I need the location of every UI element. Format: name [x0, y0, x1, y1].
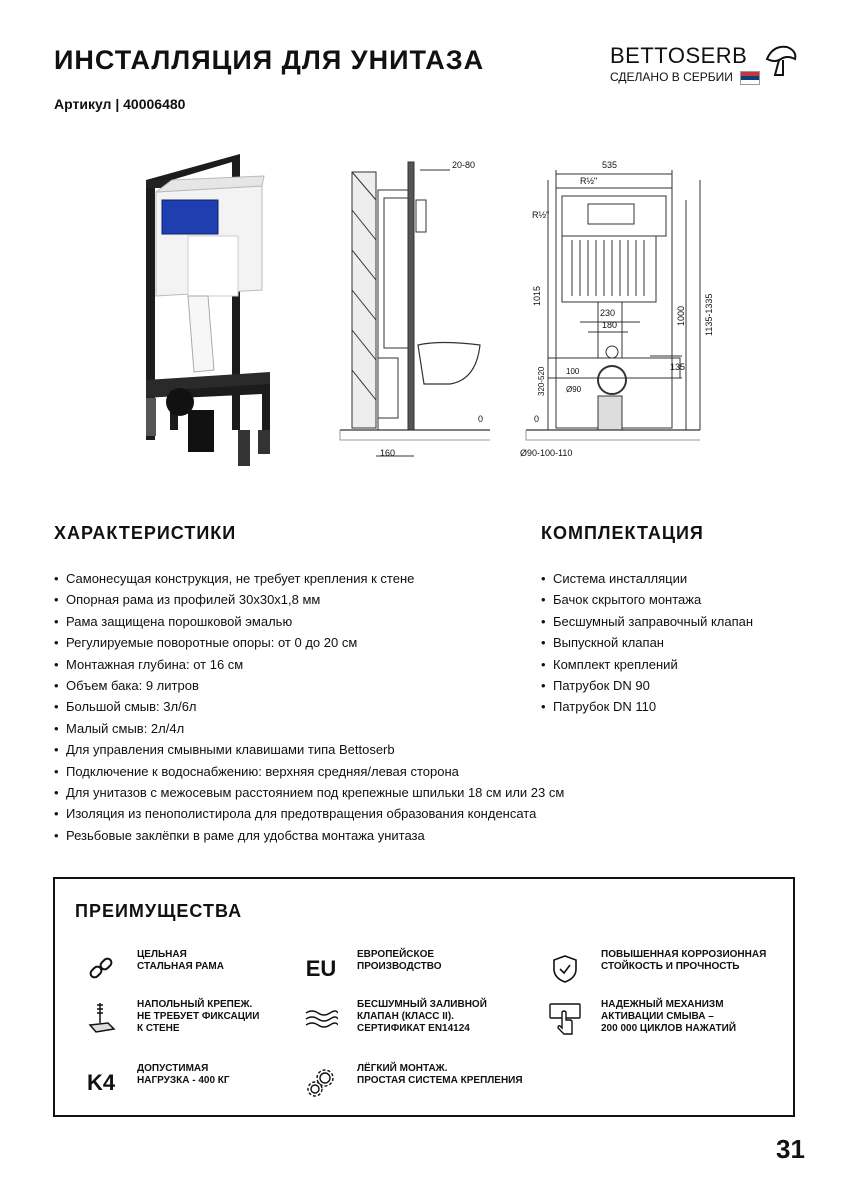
- advantages-heading: ПРЕИМУЩЕСТВА: [75, 901, 243, 921]
- dim-1135-1335: 1135-1335: [704, 293, 714, 336]
- front-view-drawing: [526, 170, 700, 440]
- advantage-text: БЕСШУМНЫЙ ЗАЛИВНОЙ КЛАПАН (КЛАСС II). СЕРТИФИКАТ EN14124: [357, 999, 487, 1034]
- advantage-text: ПОВЫШЕННАЯ КОРРОЗИОННАЯ СТОЙКОСТЬ И ПРОЧНОСТЬ: [601, 949, 767, 972]
- kit-item: • Комплект креплений: [541, 654, 753, 675]
- dim-1000: 1000: [676, 305, 686, 326]
- advantages-panel: [53, 877, 795, 1117]
- brand-name: BETTOSERB: [610, 43, 748, 68]
- eu-icon: EU: [305, 956, 337, 981]
- dim-135: 135: [670, 362, 686, 372]
- specs-item: • Подключение к водоснабжению: верхняя средняя/левая сторона: [54, 761, 564, 782]
- installation-frame-image: [146, 154, 270, 466]
- kit-heading: КОМПЛЕКТАЦИЯ: [541, 523, 704, 543]
- dim-20-80: 20-80: [452, 160, 476, 170]
- advantage-text: ЛЁГКИЙ МОНТАЖ. ПРОСТАЯ СИСТЕМА КРЕПЛЕНИЯ: [357, 1063, 523, 1086]
- advantage-item: [301, 949, 521, 989]
- dim-floor-front: 0: [534, 414, 540, 424]
- kit-item: • Бесшумный заправочный клапан: [541, 611, 753, 632]
- dim-thread-top: R½": [580, 176, 598, 186]
- specs-heading: ХАРАКТЕРИСТИКИ: [54, 523, 237, 543]
- specs-item: • Для унитазов с межосевым расстоянием под крепежные шпильки 18 см или 23 см: [54, 782, 564, 803]
- brand-tagline: СДЕЛАНО В СЕРБИИ: [610, 70, 733, 84]
- dim-100: 100: [566, 367, 580, 376]
- shield-check-icon: [545, 949, 585, 989]
- dim-320-520: 320-520: [537, 366, 546, 396]
- brand-logo: [610, 43, 800, 93]
- dim-1015: 1015: [532, 285, 542, 306]
- specs-list: [54, 568, 564, 846]
- advantage-item: [301, 1063, 541, 1103]
- kit-list: [541, 568, 753, 718]
- specs-item: • Самонесущая конструкция, не требует крепления к стене: [54, 568, 564, 589]
- advantage-text: ЦЕЛЬНАЯ СТАЛЬНАЯ РАМА: [137, 949, 224, 972]
- waves-icon: [301, 999, 341, 1039]
- advantage-item: [545, 999, 785, 1043]
- floor-bolt-icon: [81, 999, 121, 1039]
- specs-item: • Рама защищена порошковой эмалью: [54, 611, 564, 632]
- k4-icon: K4: [86, 1070, 116, 1095]
- kit-item: • Патрубок DN 90: [541, 675, 753, 696]
- dim-180: 180: [602, 320, 618, 330]
- specs-item: • Объем бака: 9 литров: [54, 675, 564, 696]
- advantage-item: [81, 1063, 301, 1103]
- page-number: 31: [776, 1134, 805, 1164]
- dim-thread-side: R½": [532, 210, 550, 220]
- side-view-drawing: [340, 162, 490, 456]
- specs-item: • Большой смыв: 3л/6л: [54, 696, 564, 717]
- advantage-item: [81, 999, 301, 1043]
- kit-item: • Патрубок DN 110: [541, 696, 753, 717]
- advantage-item: [301, 999, 531, 1043]
- kit-item: • Выпускной клапан: [541, 632, 753, 653]
- dim-pipe-90: Ø90: [566, 385, 582, 394]
- dim-160: 160: [380, 448, 396, 458]
- specs-item: • Монтажная глубина: от 16 см: [54, 654, 564, 675]
- specs-item: • Малый смыв: 2л/4л: [54, 718, 564, 739]
- specs-item: • Опорная рама из профилей 30х30х1,8 мм: [54, 589, 564, 610]
- advantage-text: ЕВРОПЕЙСКОЕ ПРОИЗВОДСТВО: [357, 949, 442, 972]
- specs-item: • Изоляция из пенополистирола для предотвращения образования конденсата: [54, 803, 564, 824]
- specs-item: • Для управления смывными клавишами типа Bettoserb: [54, 739, 564, 760]
- dim-pipe-range: Ø90-100-110: [520, 448, 573, 458]
- advantage-text: НАДЕЖНЫЙ МЕХАНИЗМ АКТИВАЦИИ СМЫВА – 200 000 ЦИКЛОВ НАЖАТИЙ: [601, 999, 737, 1034]
- kit-item: • Система инсталляции: [541, 568, 753, 589]
- dim-floor-side: 0: [478, 414, 484, 424]
- article-number: Артикул | 40006480: [54, 96, 186, 112]
- chain-icon: [81, 949, 121, 989]
- advantage-text: НАПОЛЬНЫЙ КРЕПЕЖ. НЕ ТРЕБУЕТ ФИКСАЦИИ К СТЕНЕ: [137, 999, 260, 1034]
- page-title: ИНСТАЛЛЯЦИЯ ДЛЯ УНИТАЗА: [54, 45, 485, 75]
- dim-535: 535: [602, 160, 618, 170]
- specs-item: • Резьбовые заклёпки в раме для удобства монтажа унитаза: [54, 825, 564, 846]
- gears-icon: [301, 1063, 341, 1103]
- mushroom-logo-icon: [763, 43, 799, 79]
- kit-item: • Бачок скрытого монтажа: [541, 589, 753, 610]
- specs-item: • Регулируемые поворотные опоры: от 0 до 20 см: [54, 632, 564, 653]
- advantage-text: ДОПУСТИМАЯ НАГРУЗКА - 400 КГ: [137, 1063, 230, 1086]
- flush-button-icon: [545, 999, 585, 1039]
- dim-230: 230: [600, 308, 616, 318]
- product-drawings: [0, 140, 848, 470]
- advantage-item: [81, 949, 301, 989]
- serbia-flag-icon: [740, 71, 760, 85]
- advantage-item: [545, 949, 785, 989]
